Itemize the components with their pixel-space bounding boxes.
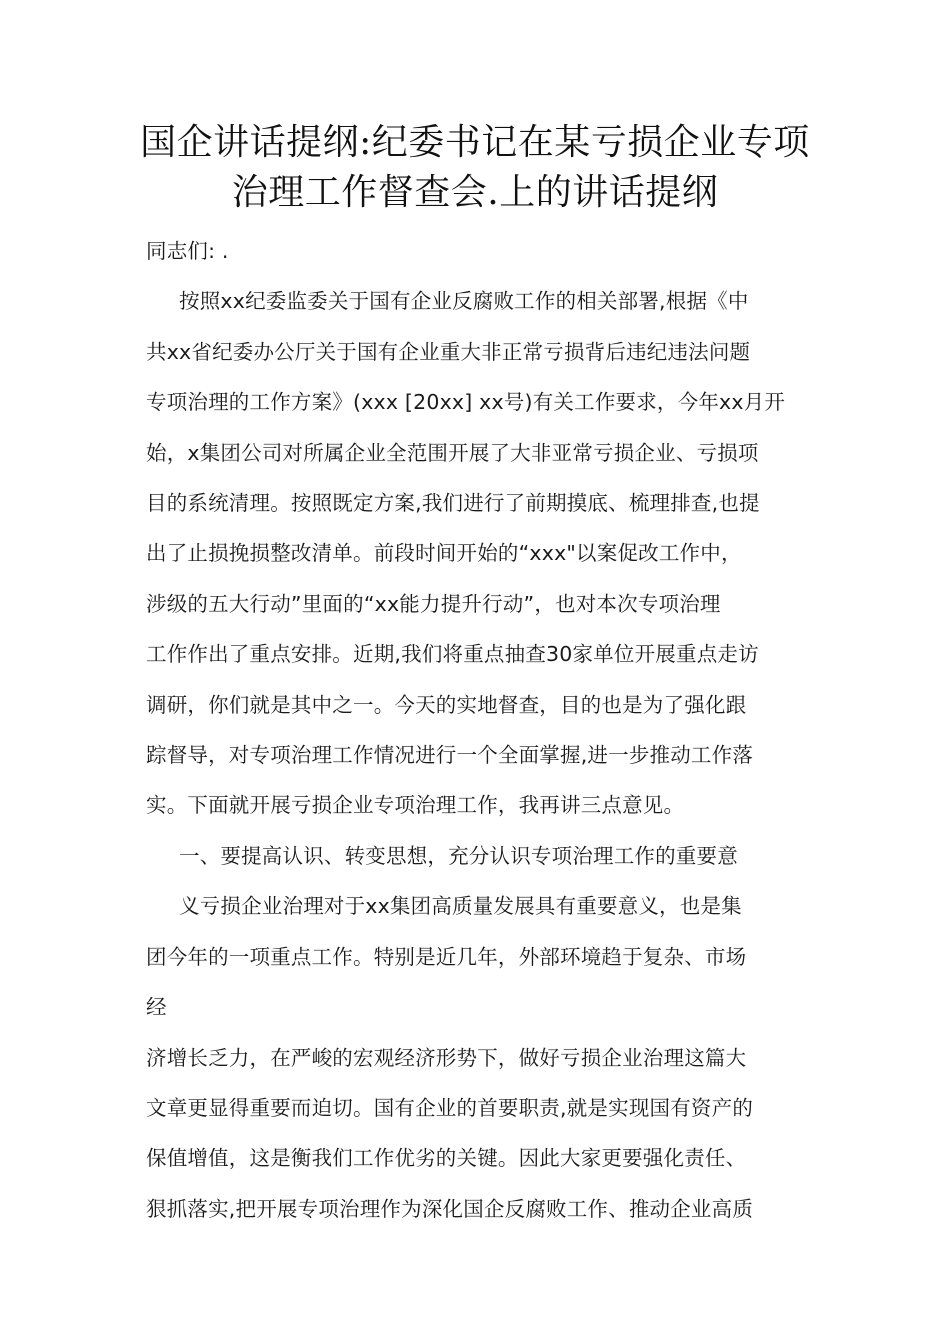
body-line: 专项治理的工作方案》(xxx [20xx] xx号)有关工作要求，今年xx月开 — [146, 390, 786, 415]
document-body — [146, 226, 810, 1234]
body-line: 狠抓落实,把开展专项治理作为深化国企反腐败工作、推动企业高质 — [146, 1196, 754, 1221]
body-line: 文章更显得重要而迫切。国有企业的首要职责,就是实现国有资产的 — [146, 1095, 754, 1120]
title-line-2: 治理工作督查会.上的讲话提纲 — [231, 172, 719, 213]
title-line-1: 国企讲话提纲:纪委书记在某亏损企业专项 — [140, 122, 810, 163]
body-line: 目的系统清理。按照既定方案,我们进行了前期摸底、梳理排查,也提 — [146, 491, 760, 516]
body-line: 共xx省纪委办公厅关于国有企业重大非正常亏损背后违纪违法问题 — [146, 339, 751, 364]
body-line: 团今年的一项重点工作。特别是近几年，外部环境趋于复杂、市场 — [146, 944, 747, 969]
body-line: 义亏损企业治理对于xx集团高质量发展具有重要意义，也是集 — [179, 894, 742, 919]
body-line: 济增长乏力，在严峻的宏观经济形势下，做好亏损企业治理这篇大 — [146, 1045, 747, 1070]
body-line: 出了止损挽损整改清单。前段时间开始的“xxx"以案促改工作中， — [146, 541, 742, 566]
body-line: 工作作出了重点安排。近期,我们将重点抽查30家单位开展重点走访 — [146, 642, 759, 667]
body-line: 涉级的五大行动”里面的“xx能力提升行动”，也对本次专项治理 — [146, 591, 721, 616]
document-title — [120, 118, 830, 218]
body-line: 按照xx纪委监委关于国有企业反腐败工作的相关部署,根据《中 — [179, 289, 749, 314]
body-line: 经 — [146, 995, 167, 1020]
section-heading: 一、要提高认识、转变思想，充分认识专项治理工作的重要意 — [179, 843, 738, 868]
salutation: 同志们: . — [146, 239, 229, 263]
body-line: 调研，你们就是其中之一。今天的实地督查，目的也是为了强化跟 — [146, 692, 747, 717]
body-line: 实。下面就开展亏损企业专项治理工作，我再讲三点意见。 — [146, 793, 685, 818]
body-line: 始，x集团公司对所属企业全范围开展了大非亚常亏损企业、亏损项 — [146, 440, 759, 465]
body-line: 保值增值，这是衡我们工作优劣的关键。因此大家更要强化责任、 — [146, 1146, 747, 1171]
body-line: 踪督导，对专项治理工作情况进行一个全面掌握,进一步推动工作落 — [146, 743, 754, 768]
